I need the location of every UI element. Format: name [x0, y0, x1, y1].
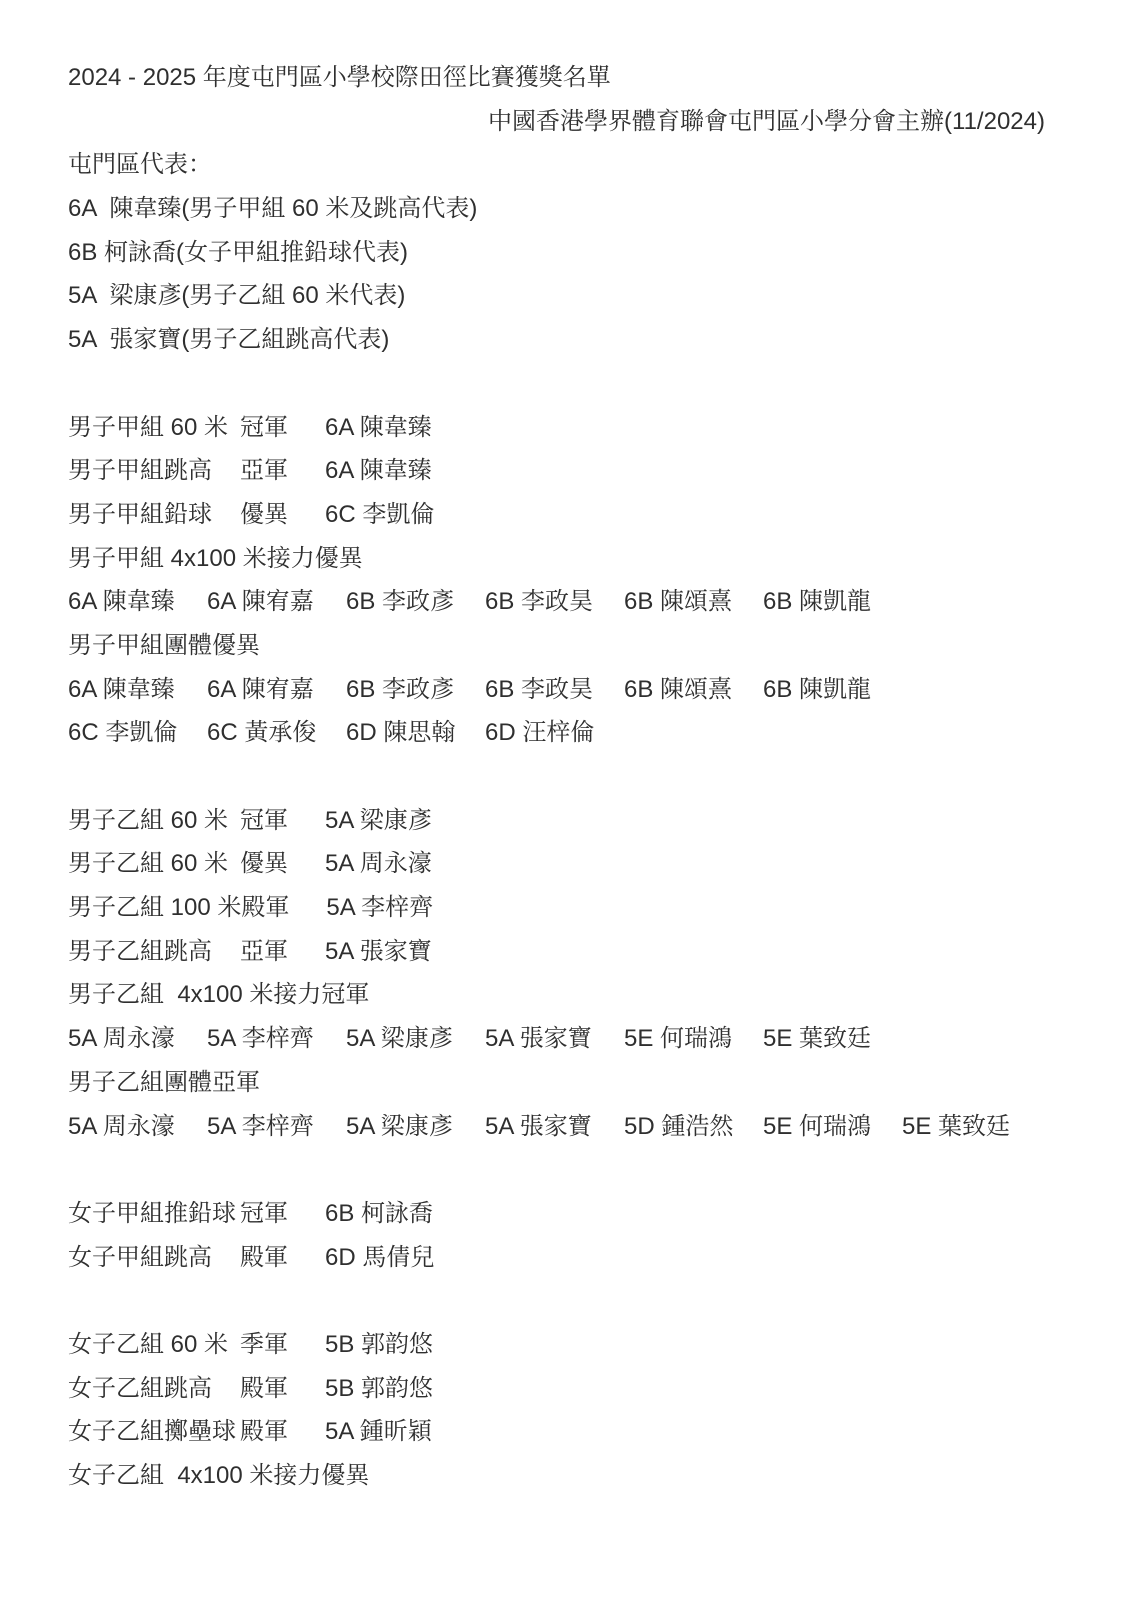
winner-name: 6D 馬倩兒 [325, 1243, 435, 1271]
member-name: 5E 何瑞鴻 [624, 1025, 733, 1053]
member-name: 5A 張家寶 [485, 1112, 592, 1140]
member-name: 6D 汪梓倫 [485, 719, 595, 747]
award-rank: 殿軍 [240, 1418, 288, 1446]
award-rank: 亞軍 [240, 457, 288, 485]
award-rank: 優異 [240, 500, 288, 528]
award-rank: 殿軍 [240, 1243, 288, 1271]
representative-item: 6B 柯詠喬(女子甲組推鉛球代表) [68, 238, 409, 266]
winner-name: 6C 李凱倫 [325, 500, 435, 528]
member-name: 5A 梁康彥 [346, 1112, 453, 1140]
page-title: 2024 - 2025 年度屯門區小學校際田徑比賽獲獎名單 [68, 64, 611, 91]
member-name: 6B 陳凱龍 [763, 588, 872, 616]
member-name: 5A 周永濠 [68, 1025, 175, 1053]
award-rank: 殿軍 [240, 1374, 288, 1402]
winner-name: 5A 鍾昕穎 [325, 1418, 432, 1446]
result-row [68, 449, 1063, 493]
award-rank: 冠軍 [240, 806, 288, 834]
member-name: 5A 張家寶 [485, 1025, 592, 1053]
team-heading: 男子甲組團體優異 [68, 631, 260, 659]
team-members-row [68, 1017, 1063, 1061]
representatives-heading: 屯門區代表： [68, 151, 212, 179]
organizer-line: 中國香港學界體育聯會屯門區小學分會主辦(11/2024) [488, 107, 1045, 135]
winner-name: 5A 張家寶 [325, 937, 432, 965]
member-name: 5E 何瑞鴻 [763, 1112, 872, 1140]
spacer [68, 1279, 1063, 1323]
result-row [68, 406, 1063, 450]
representative-item: 5A 張家寶(男子乙組跳高代表) [68, 326, 390, 354]
member-name: 6B 李政彥 [346, 675, 455, 703]
member-name: 6C 李凱倫 [68, 719, 178, 747]
member-name: 5A 李梓齊 [207, 1112, 314, 1140]
winner-name: 5A 梁康彥 [325, 806, 432, 834]
event-name: 女子甲組跳高 [68, 1243, 212, 1271]
event-name: 男子乙組 100 米 [68, 894, 242, 922]
member-name: 5A 周永濠 [68, 1112, 175, 1140]
member-name: 6B 陳頌熹 [624, 588, 733, 616]
member-name: 6B 陳凱龍 [763, 675, 872, 703]
award-rank: 冠軍 [240, 1199, 288, 1227]
spacer [68, 362, 1063, 406]
winner-name: 6A 陳韋臻 [325, 413, 432, 441]
result-row [68, 1236, 1063, 1280]
winner-name: 5B 郭韵悠 [325, 1330, 434, 1358]
representative-item: 6A 陳韋臻(男子甲組 60 米及跳高代表) [68, 195, 478, 223]
event-name: 男子甲組跳高 [68, 457, 212, 485]
team-members-row [68, 711, 1063, 755]
member-name: 6B 李政昊 [485, 588, 594, 616]
event-name: 女子乙組擲壘球 [68, 1418, 236, 1446]
result-row [68, 1410, 1063, 1454]
event-name: 男子甲組 60 米 [68, 413, 229, 441]
event-name: 男子乙組 60 米 [68, 850, 229, 878]
result-row [68, 493, 1063, 537]
member-name: 5E 葉致廷 [902, 1112, 1011, 1140]
award-rank: 優異 [240, 850, 288, 878]
member-name: 6B 陳頌熹 [624, 675, 733, 703]
award-rank: 冠軍 [240, 413, 288, 441]
result-row [68, 799, 1063, 843]
winner-name: 6A 陳韋臻 [325, 457, 432, 485]
award-rank: 殿軍 [241, 894, 290, 922]
member-name: 5E 葉致廷 [763, 1025, 872, 1053]
member-name: 6A 陳韋臻 [68, 675, 175, 703]
event-name: 男子甲組鉛球 [68, 500, 212, 528]
result-row [68, 1192, 1063, 1236]
winner-name: 5B 郭韵悠 [325, 1374, 434, 1402]
result-row [68, 930, 1063, 974]
relay-heading: 男子乙組 4x100 米接力冠軍 [68, 981, 370, 1009]
event-name: 女子甲組推鉛球 [68, 1199, 236, 1227]
team-members-row [68, 580, 1063, 624]
team-members-row [68, 1105, 1063, 1149]
member-name: 6B 李政彥 [346, 588, 455, 616]
spacer [68, 755, 1063, 799]
member-name: 5A 李梓齊 [207, 1025, 314, 1053]
winner-name: 5A 周永濠 [325, 850, 432, 878]
spacer [68, 1148, 1063, 1192]
event-name: 男子乙組 60 米 [68, 806, 229, 834]
member-name: 5D 鍾浩然 [624, 1112, 734, 1140]
relay-heading: 女子乙組 4x100 米接力優異 [68, 1462, 370, 1489]
result-row [68, 1323, 1063, 1367]
team-members-row [68, 668, 1063, 712]
award-rank: 季軍 [240, 1330, 288, 1358]
winner-name: 5A 李梓齊 [326, 894, 434, 922]
team-heading: 男子乙組團體亞軍 [68, 1068, 260, 1096]
member-name: 5A 梁康彥 [346, 1025, 453, 1053]
winner-name: 6B 柯詠喬 [325, 1199, 434, 1227]
result-row [68, 842, 1063, 886]
member-name: 6A 陳韋臻 [68, 588, 175, 616]
result-row [68, 1367, 1063, 1411]
member-name: 6A 陳宥嘉 [207, 675, 314, 703]
event-name: 女子乙組 60 米 [68, 1330, 229, 1358]
member-name: 6D 陳思翰 [346, 719, 456, 747]
result-row [68, 886, 1063, 930]
representative-item: 5A 梁康彥(男子乙組 60 米代表) [68, 282, 406, 310]
member-name: 6B 李政昊 [485, 675, 594, 703]
relay-heading: 男子甲組 4x100 米接力優異 [68, 544, 363, 572]
event-name: 男子乙組跳高 [68, 937, 212, 965]
award-rank: 亞軍 [240, 937, 288, 965]
member-name: 6C 黃承俊 [207, 719, 317, 747]
event-name: 女子乙組跳高 [68, 1374, 212, 1402]
member-name: 6A 陳宥嘉 [207, 588, 314, 616]
